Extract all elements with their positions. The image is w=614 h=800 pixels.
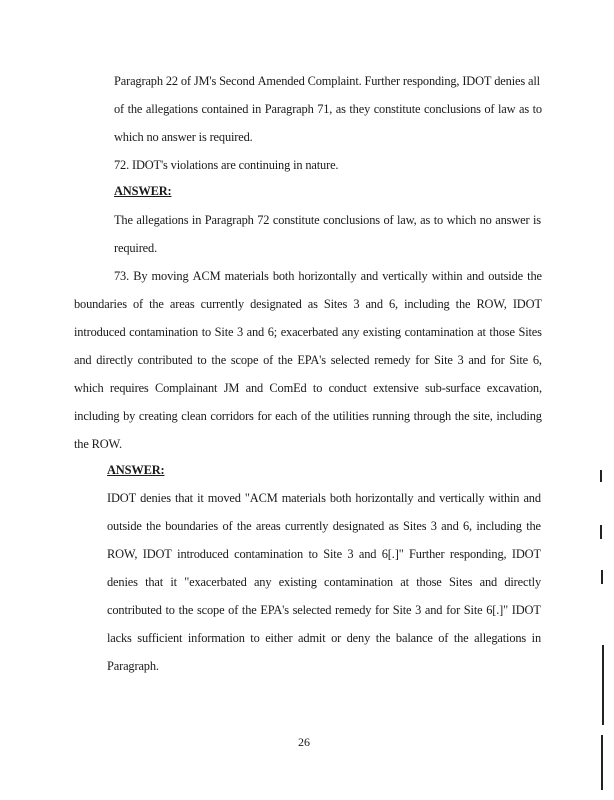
answer-heading: ANSWER: [114,184,172,198]
word: it [170,575,177,589]
word: the [453,631,469,645]
word: 6, [389,297,398,311]
word: for [257,409,272,423]
word: all [527,74,540,88]
word: they [349,102,371,116]
word: the [455,297,471,311]
word: denies [107,575,138,589]
word: those [489,325,515,339]
word: the [314,409,330,423]
word: The [114,213,133,227]
word: materials [224,269,269,283]
word: 3 [353,297,360,311]
word: 3 [430,519,437,533]
word: deny [346,631,371,645]
word: of [222,519,233,533]
word: remedy [335,603,372,617]
word: and [246,325,265,339]
word: of [438,631,449,645]
scan-mark [600,525,602,539]
text-line [107,546,541,562]
word: allegations [474,631,527,645]
word: which [74,381,104,395]
word: Site [323,547,342,561]
word: that [174,491,193,505]
word: ACM [192,269,221,283]
word: Site [463,603,483,617]
word: to [312,381,323,395]
word: 6[.]" [486,603,509,617]
word: either [265,631,293,645]
word: Further [409,547,445,561]
scan-mark [602,645,604,725]
word: for [415,353,430,367]
word: Second [219,74,255,88]
word: responding, [402,74,460,88]
word: contributed [137,353,193,367]
word: to [165,603,175,617]
word: JM [223,381,240,395]
word: of [383,213,394,227]
word: both [272,269,295,283]
word: no [479,213,492,227]
word: Amended [257,74,305,88]
word: Sites [518,325,542,339]
word: Further [364,74,400,88]
word: to [532,102,542,116]
word: IDOT [142,547,172,561]
scan-mark [601,735,603,790]
word: moved [207,491,241,505]
word: Complainant [154,381,218,395]
text-line: Paragraph. [107,659,159,673]
word: creating [138,409,178,423]
word: and [466,269,485,283]
word: 72 [257,213,270,227]
word: and [360,269,379,283]
word: scope [230,353,259,367]
word: 71, [317,102,333,116]
word: as [388,519,399,533]
word: each [275,409,298,423]
word: any [341,325,360,339]
word: any [253,575,272,589]
word: exacerbated [280,325,339,339]
word: and [424,603,443,617]
word: within [431,269,463,283]
word: of [228,603,239,617]
word: by [123,409,136,423]
word: including [476,519,522,533]
text-line [107,518,541,534]
word: 22 [165,74,178,88]
word: allegations [145,102,198,116]
word: "ACM [244,491,278,505]
word: to [433,213,444,227]
text-line [114,212,541,228]
scan-mark [601,570,603,584]
word: introduced [177,547,229,561]
word: areas [169,297,195,311]
word: for [490,353,505,367]
word: 6; [267,325,278,339]
page-number: 26 [298,735,310,749]
word: extensive [373,381,419,395]
word: introduced [74,325,126,339]
word: IDOT [462,74,492,88]
text-line [107,630,541,646]
word: the [127,102,143,116]
word: requires [109,381,149,395]
word: 3 [347,547,354,561]
word: 6, [463,519,472,533]
word: including [404,297,450,311]
word: vertically [439,491,485,505]
word: 3 [236,325,244,339]
word: contamination [234,547,304,561]
word: EPA's [260,603,289,617]
word: the [527,269,542,283]
word: Paragraph [204,213,254,227]
word: in [191,213,202,227]
word: ROW, [476,297,507,311]
word: existing [278,575,317,589]
word: moving [151,269,189,283]
word: information [187,631,245,645]
word: utilities [332,409,369,423]
word: allegations [136,213,189,227]
word: horizontally [298,269,357,283]
word: selected [330,353,370,367]
word: materials [281,491,326,505]
word: the [146,519,161,533]
word: law [497,102,516,116]
word: By [133,269,148,283]
word: to [197,353,207,367]
word: is [533,213,541,227]
text-line: required. [114,241,158,255]
word: "exacerbated [184,575,247,589]
word: 6[.]" [381,547,404,561]
word: and [468,353,486,367]
word: Complaint. [307,74,362,88]
text-line [107,602,541,618]
text-line [74,352,542,368]
word: Sites [403,519,427,533]
word: ROW, [107,547,138,561]
word: IDOT [511,603,541,617]
word: JM's [193,74,217,88]
word: constitute [373,102,421,116]
word: boundaries [74,297,127,311]
word: law, [397,213,417,227]
word: conclusions [323,213,380,227]
word: responding, [449,547,507,561]
word: remedy [374,353,411,367]
word: 3 [457,353,464,367]
word: in [531,631,541,645]
word: Paragraph [264,102,314,116]
text-line [74,324,542,340]
word: 3 [415,603,422,617]
word: of [114,102,125,116]
word: selected [292,603,332,617]
text-line [74,380,542,396]
word: or [331,631,342,645]
word: 73. [114,269,130,283]
text-line [114,101,542,117]
word: to [250,631,260,645]
word: site, [473,409,493,423]
text-line [74,296,542,312]
word: Site [392,603,412,617]
word: IDOT [512,297,542,311]
word: the [178,603,194,617]
word: contributed [107,603,162,617]
word: Sites [448,575,473,589]
word: and [365,297,383,311]
word: admit [298,631,326,645]
text-line [107,574,541,590]
word: currently [284,519,329,533]
word: vertically [382,269,428,283]
text-line [107,490,541,506]
word: and [523,491,541,505]
word: denies [140,491,171,505]
word: existing [362,325,401,339]
word: clean [181,409,207,423]
word: corridors [210,409,254,423]
word: areas [255,519,281,533]
word: it [197,491,204,505]
word: denies [494,74,526,88]
paragraph-72: 72. IDOT's violations are continuing in nature. [114,158,339,172]
word: sufficient [137,631,183,645]
word: for [375,603,390,617]
word: for [446,603,461,617]
word: that [145,575,164,589]
word: including [496,409,542,423]
word: outside [107,519,142,533]
word: the [236,519,252,533]
scan-mark [600,470,602,482]
word: and [479,575,498,589]
word: running [372,409,410,423]
word: Sites [323,297,348,311]
word: currently [200,297,245,311]
word: contamination [404,325,474,339]
word: of [484,102,495,116]
word: and [74,353,92,367]
text-line [74,408,542,424]
word: the [454,409,470,423]
word: the [375,631,391,645]
word: designated [332,519,385,533]
word: scope [196,603,225,617]
word: and [245,381,264,395]
word: excavation, [486,381,542,395]
word: contamination [324,575,393,589]
word: as [518,102,529,116]
word: of [300,409,311,423]
word: the [149,297,164,311]
word: constitute [272,213,320,227]
word: both [329,491,352,505]
word: sub-surface [424,381,481,395]
word: EPA's [297,353,326,367]
word: lacks [107,631,132,645]
paragraph-73 [114,268,542,284]
word: Site [434,353,453,367]
word: the [277,353,293,367]
word: which [446,213,477,227]
text-line: the ROW. [74,437,122,451]
word: Paragraph [114,74,163,88]
text-line [114,73,540,89]
word: and [441,519,459,533]
text-line: which no answer is required. [114,130,253,144]
word: directly [504,575,541,589]
answer-heading: ANSWER: [107,463,165,477]
word: in [251,102,262,116]
word: conduct [328,381,367,395]
word: at [400,575,409,589]
word: as [307,297,318,311]
word: as [420,213,431,227]
word: IDOT [107,491,136,505]
word: the [211,353,227,367]
word: of [180,74,191,88]
word: of [263,353,274,367]
word: designated [250,297,302,311]
word: contamination [129,325,199,339]
word: answer [495,213,530,227]
word: IDOT [511,547,541,561]
word: to [201,325,212,339]
word: as [335,102,346,116]
word: within [488,491,520,505]
word: Site [509,353,529,367]
word: outside [488,269,523,283]
word: conclusions [423,102,481,116]
word: directly [96,353,133,367]
word: and [358,547,377,561]
word: boundaries [165,519,219,533]
word: balance [395,631,433,645]
word: horizontally [355,491,414,505]
word: those [416,575,442,589]
word: ComEd [269,381,307,395]
word: the [526,519,541,533]
word: through [413,409,452,423]
word: of [132,297,143,311]
word: to [308,547,318,561]
word: 6, [532,353,542,367]
word: contained [201,102,249,116]
word: and [417,491,436,505]
word: at [477,325,486,339]
word: the [241,603,257,617]
word: including [74,409,120,423]
word: Site [214,325,234,339]
